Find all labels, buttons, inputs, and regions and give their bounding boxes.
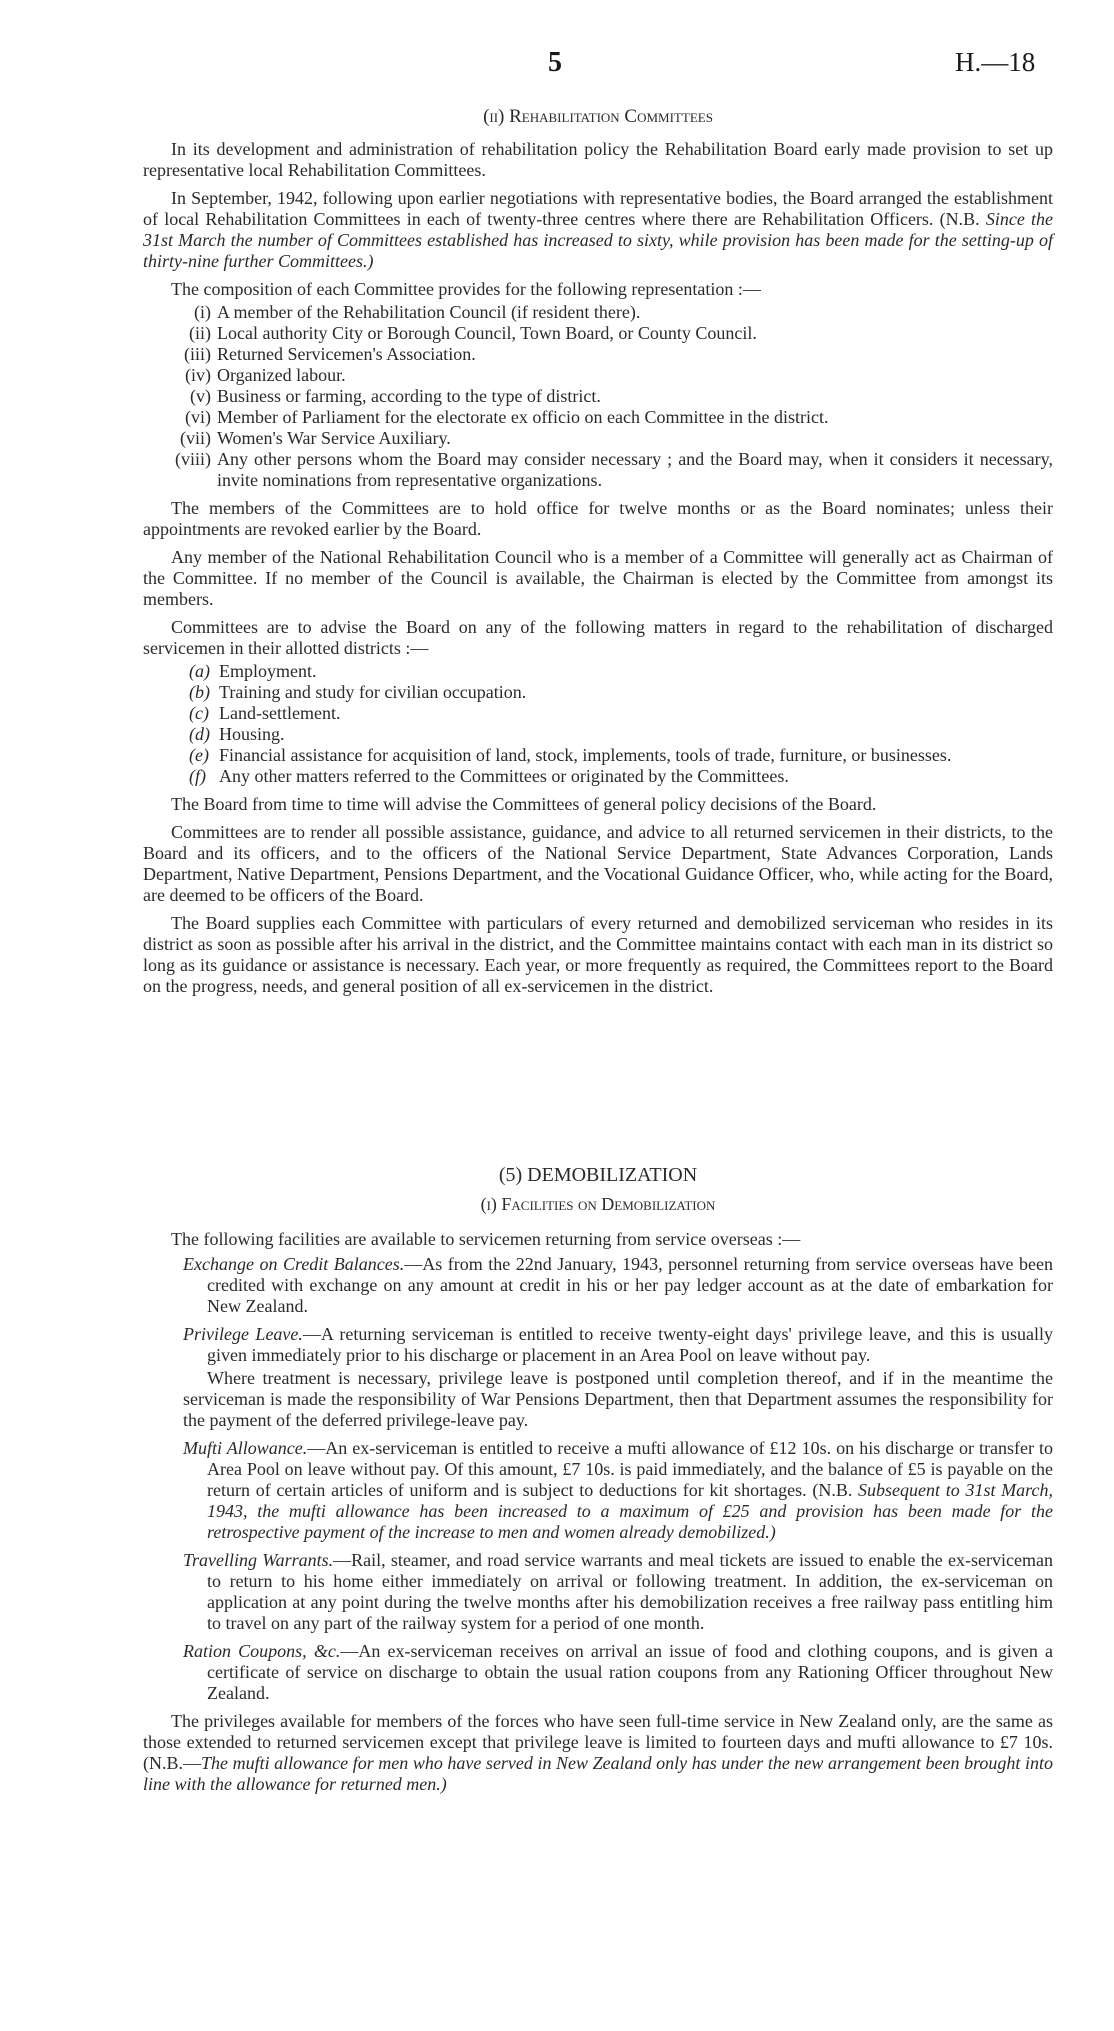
list-item-text: Housing. bbox=[219, 724, 285, 744]
facility-text-travel: —Rail, steamer, and road service warrants and meal tickets are issued to enable the ex-serviceman to return to his home either immediately on arrival or following treatment. In addition, the ex-serviceman on application at any point during the twelve months after his demobilization receives a free railway pass entitling him to travel on any part of the railway system for a period of one month. bbox=[207, 1550, 1053, 1633]
list-item bbox=[165, 407, 1053, 428]
list-item-text: Financial assistance for acquisition of land, stock, implements, tools of trade, furniture, or businesses. bbox=[219, 745, 952, 765]
list-item-text: Employment. bbox=[219, 661, 317, 681]
facility-text-leave: —A returning serviceman is entitled to receive twenty-eight days' privilege leave, and this is usually given immediately prior to his discharge or placement in an Area Pool on leave without pay. bbox=[207, 1324, 1053, 1365]
list-item-letter: (f) bbox=[189, 766, 206, 786]
facility-leave-treatment: Where treatment is necessary, privilege leave is postponed until completion thereof, and if in the meantime the serviceman is made the responsibility of War Pensions Department, then that Department assumes the responsibility for the payment of the deferred privilege-leave pay. bbox=[183, 1368, 1053, 1430]
list-item-number: (v) bbox=[190, 386, 211, 406]
list-item-letter: (d) bbox=[189, 724, 210, 744]
paragraph-supply: The Board supplies each Committee with particulars of every returned and demobilized serviceman who resides in its district as soon as possible after his arrival in the district, and the Committee maintains contact with each man in its district so long as its guidance or assistance is necessary. Each year, or more frequently as required, the Committees report to the Board on the progress, needs, and general position of all ex-servicemen in the district. bbox=[143, 913, 1053, 996]
facility-text-ration: —An ex-serviceman receives on arrival an issue of food and clothing coupons, and is given a certificate of service on discharge to obtain the usual ration coupons from any Rationing Officer throughout New Zealand. bbox=[207, 1641, 1054, 1703]
paragraph-september-1942 bbox=[143, 188, 1053, 272]
list-item-letter: (a) bbox=[189, 661, 210, 681]
list-item-letter: (e) bbox=[189, 745, 209, 765]
demobilization-section bbox=[143, 1165, 1053, 1802]
list-item-text: Member of Parliament for the electorate ex officio on each Committee in the district. bbox=[217, 407, 829, 427]
note-italic-final: The mufti allowance for men who have served in New Zealand only has under the new arrangement been brought into line with the allowance for returned men.) bbox=[143, 1753, 1053, 1794]
facility-travelling-warrants bbox=[143, 1550, 1053, 1634]
list-item-number: (iii) bbox=[184, 344, 211, 364]
paragraph-facilities-intro: The following facilities are available to servicemen returning from service overseas :— bbox=[171, 1229, 801, 1249]
list-item-text: Returned Servicemen's Association. bbox=[217, 344, 476, 364]
list-item-text: Land-settlement. bbox=[219, 703, 341, 723]
list-item-number: (vii) bbox=[180, 428, 211, 448]
list-item bbox=[165, 323, 1053, 344]
facility-lead-exchange: Exchange on Credit Balances. bbox=[183, 1254, 405, 1274]
list-item-number: (ii) bbox=[189, 323, 211, 343]
facility-ration-coupons bbox=[143, 1641, 1053, 1704]
facility-mufti-allowance bbox=[143, 1438, 1053, 1543]
list-item bbox=[165, 449, 1053, 491]
list-item-text: A member of the Rehabilitation Council (if resident there). bbox=[217, 302, 641, 322]
list-item bbox=[189, 766, 1053, 787]
facility-text-exchange: —As from the 22nd January, 1943, personnel returning from service overseas have been credited with exchange on any amount at credit in his or her pay ledger account as at the date of embarkation for New Zealand. bbox=[207, 1254, 1053, 1316]
paragraph-advise-intro: Committees are to advise the Board on any of the following matters in regard to the rehabilitation of discharged servicemen in their allotted districts :— bbox=[143, 617, 1053, 658]
document-code: H.—18 bbox=[955, 47, 1036, 77]
list-item-text: Organized labour. bbox=[217, 365, 346, 385]
facility-lead-leave: Privilege Leave. bbox=[183, 1324, 303, 1344]
facility-lead-travel: Travelling Warrants. bbox=[183, 1550, 334, 1570]
list-item bbox=[189, 682, 1053, 703]
list-item-letter: (c) bbox=[189, 703, 209, 723]
page-number: 5 bbox=[548, 47, 562, 78]
list-item bbox=[165, 386, 1053, 407]
note-italic-mufti: Subsequent to 31st March, 1943, the mufti allowance has been increased to a maximum of £25 and provision has been made for the retrospective payment of the increase to men and women already demobilized.) bbox=[207, 1480, 1053, 1542]
paragraph-policy: The Board from time to time will advise the Committees of general policy decisions of the Board. bbox=[171, 794, 877, 814]
advise-matters-list bbox=[143, 661, 1053, 787]
list-item bbox=[189, 661, 1053, 682]
facility-lead-ration: Ration Coupons, &c. bbox=[183, 1641, 341, 1661]
facility-exchange bbox=[143, 1254, 1053, 1317]
list-item-text: Any other matters referred to the Committees or originated by the Committees. bbox=[219, 766, 789, 786]
paragraph-chairman: Any member of the National Rehabilitation Council who is a member of a Committee will generally act as Chairman of the Committee. If no member of the Council is available, the Chairman is elected by the Committee from amongst its members. bbox=[143, 547, 1053, 609]
facility-privilege-leave bbox=[143, 1324, 1053, 1366]
paragraph-assistance: Committees are to render all possible assistance, guidance, and advice to all returned servicemen in their districts, to the Board and its officers, and to the officers of the National Service Department, State Advances Corporation, Lands Department, Native Department, Pensions Department, and the Vocational Guidance Officer, who, while acting for the Board, are deemed to be officers of the Board. bbox=[143, 822, 1053, 905]
section-heading-rehabilitation-committees: (ii) Rehabilitation Committees bbox=[483, 106, 713, 127]
list-item bbox=[165, 365, 1053, 386]
list-item-text: Women's War Service Auxiliary. bbox=[217, 428, 451, 448]
list-item-text: Business or farming, according to the type of district. bbox=[217, 386, 601, 406]
list-item-text: Local authority City or Borough Council, Town Board, or County Council. bbox=[217, 323, 757, 343]
paragraph-composition-intro: The composition of each Committee provides for the following representation :— bbox=[171, 279, 761, 299]
list-item bbox=[189, 745, 1053, 766]
list-item bbox=[189, 724, 1053, 745]
facility-text-mufti: —An ex-serviceman is entitled to receive a mufti allowance of £12 10s. on his discharge or transfer to Area Pool on leave without pay. Of this amount, £7 10s. is paid immediately, and the balance of £5 is payable on the return of certain articles of uniform and is subject to deductions for kit shortages. (N.B. bbox=[207, 1438, 1054, 1500]
list-item bbox=[165, 302, 1053, 323]
paragraph-development: In its development and administration of rehabilitation policy the Rehabilitation Board early made provision to set up representative local Rehabilitation Committees. bbox=[143, 139, 1053, 180]
list-item bbox=[165, 428, 1053, 449]
paragraph-text: In September, 1942, following upon earlier negotiations with representative bodies, the Board arranged the establishment of local Rehabilitation Committees in each of twenty-three centres where there are Rehabilitation Officers. (N.B. bbox=[143, 188, 1053, 229]
representation-list bbox=[143, 302, 1053, 491]
list-item bbox=[189, 703, 1053, 724]
list-item-number: (iv) bbox=[185, 365, 211, 385]
rehabilitation-committees-section bbox=[143, 106, 1053, 1004]
section-heading-demobilization: (5) DEMOBILIZATION bbox=[498, 1164, 698, 1186]
facility-lead-mufti: Mufti Allowance. bbox=[183, 1438, 308, 1458]
list-item-text: Any other persons whom the Board may consider necessary ; and the Board may, when it considers it necessary, invite nominations from representative organizations. bbox=[217, 449, 1053, 490]
list-item bbox=[165, 344, 1053, 365]
note-italic: Since the 31st March the number of Committees established has increased to sixty, while provision has been made for the setting-up of thirty-nine further Committees.) bbox=[143, 209, 1053, 271]
paragraph-text: The privileges available for members of the forces who have seen full-time service in New Zealand only, are the same as those extended to returned servicemen except that privilege leave is limited to fourteen days and mufti allowance to £7 10s. (N.B.— bbox=[143, 1711, 1053, 1773]
list-item-text: Training and study for civilian occupation. bbox=[219, 682, 527, 702]
list-item-letter: (b) bbox=[189, 682, 210, 702]
list-item-number: (vi) bbox=[185, 407, 211, 427]
subheading-facilities: (i) Facilities on Demobilization bbox=[480, 1194, 716, 1214]
list-item-number: (viii) bbox=[175, 449, 211, 469]
list-item-number: (i) bbox=[194, 302, 211, 322]
paragraph-new-zealand-service bbox=[143, 1711, 1053, 1795]
paragraph-office-term: The members of the Committees are to hold office for twelve months or as the Board nominates; unless their appointments are revoked earlier by the Board. bbox=[143, 498, 1053, 539]
